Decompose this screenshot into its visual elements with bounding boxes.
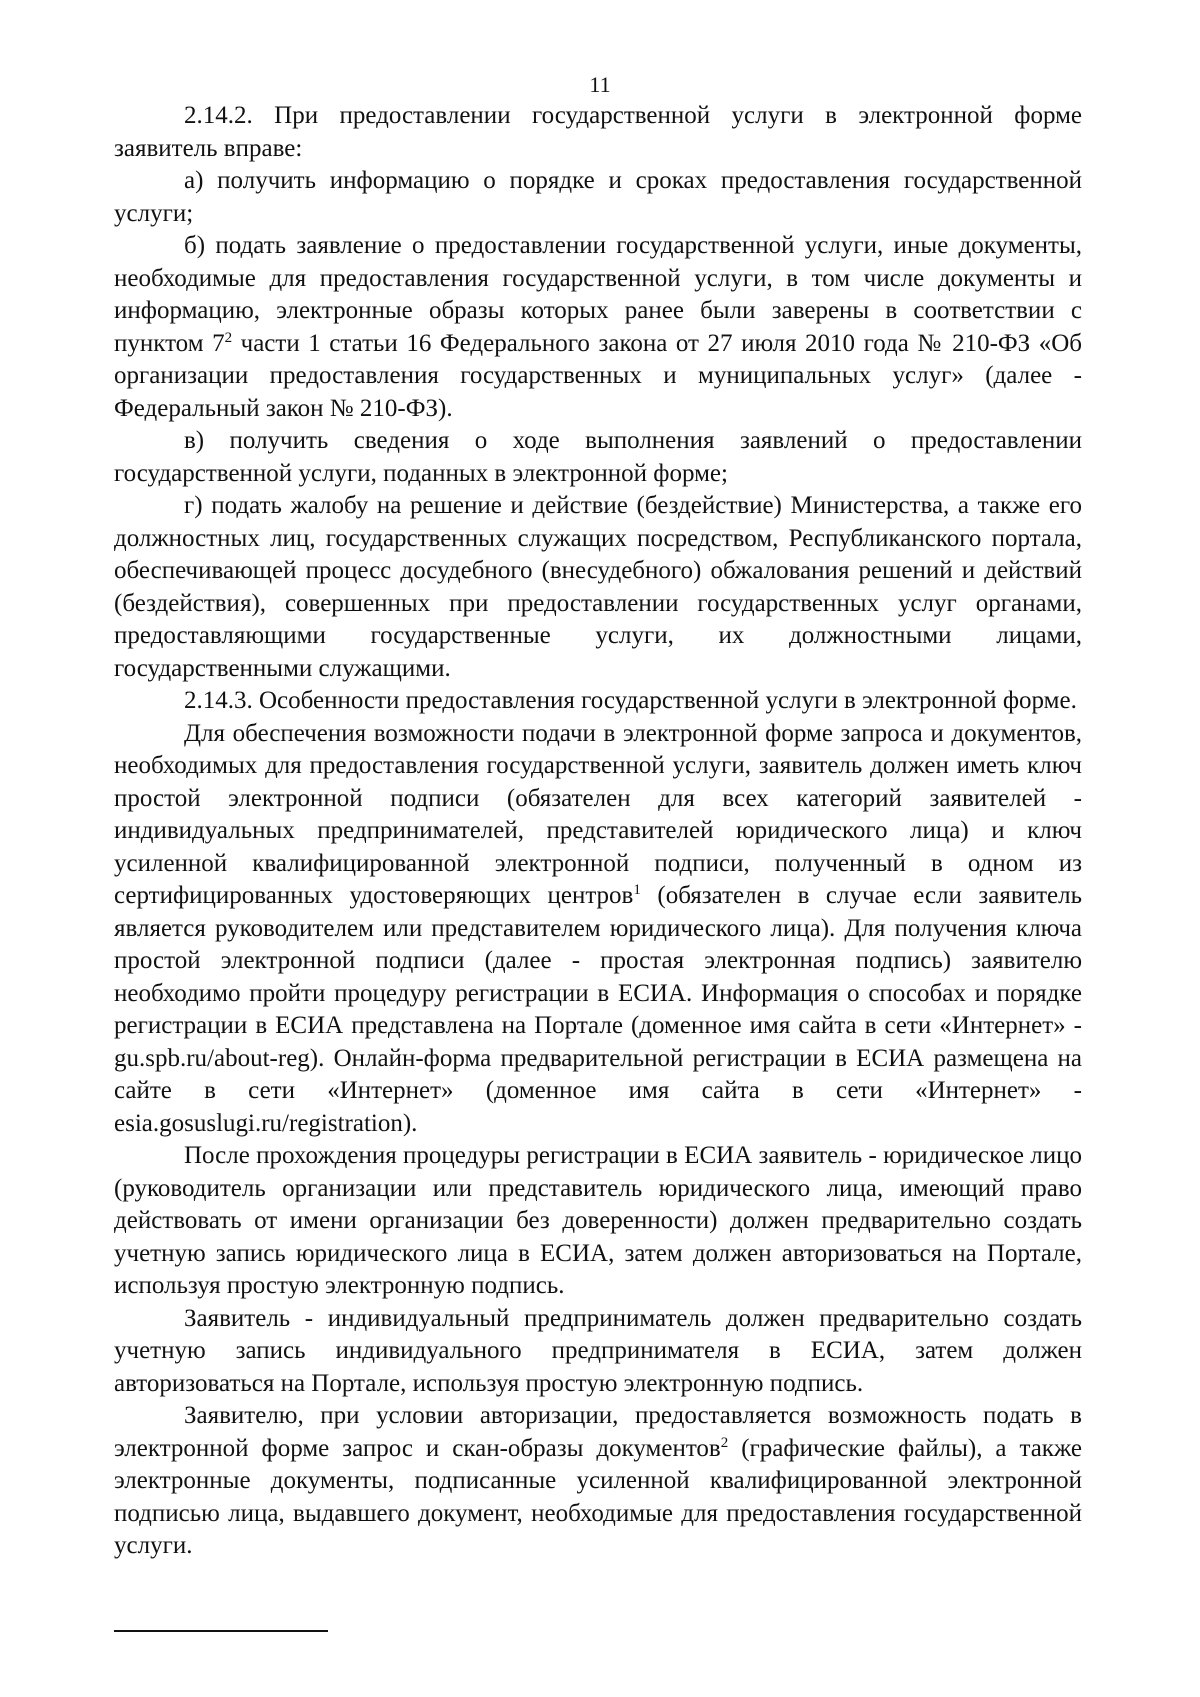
- footnote-separator: [114, 1630, 328, 1632]
- document-body: [114, 100, 1082, 1563]
- paragraph-item-v: в) получить сведения о ходе выполнения заявлений о предоставлении государственной услуги, поданных в электронной форме;: [114, 427, 1082, 487]
- paragraph-legal-entity: После прохождения процедуры регистрации в ЕСИА заявитель - юридическое лицо (руководитель организации или представитель юридического лица, имеющий право действовать от имени организации без доверенности) должен предварительно создать учетную запись юридического лица в ЕСИА, затем должен авторизоваться на Портале, используя простую электронную подпись.: [114, 1142, 1082, 1299]
- page-number: 11: [589, 72, 611, 97]
- footnote-ref-1: 1: [633, 882, 641, 898]
- paragraph-2-14-2: 2.14.2. При предоставлении государственной услуги в электронной форме заявитель вправе:: [114, 102, 1082, 162]
- paragraph-entrepreneur: Заявитель - индивидуальный предприниматель должен предварительно создать учетную запись индивидуального предпринимателя в ЕСИА, затем должен авторизоваться на Портале, используя простую электронную подпись.: [114, 1304, 1082, 1397]
- superscript: 2: [224, 329, 233, 346]
- paragraph-authorization: Заявителю, при условии авторизации, предоставляется возможность подать в электронной форме запрос и скан-образы документов$^2$ (графические файлы), а также электронные документы, подписанные усиленной квалифицированной электронной подписью лица, выдавшего документ, необходимые для предоставления государственной услуги.: [114, 1402, 1082, 1559]
- paragraph-item-g: г) подать жалобу на решение и действие (бездействие) Министерства, а также его должностных лиц, государственных служащих посредством, Республиканского портала, обеспечивающей процесс досудебного (внесудебного) обжалования решений и действий (бездействия), совершенных при предоставлении государственных услуг органами, предоставляющими государственные услуги, их должностными лицами, государственными служащими.: [114, 492, 1082, 682]
- footnote-ref-2: 2: [720, 1434, 729, 1451]
- paragraph-esia-requirements: Для обеспечения возможности подачи в электронной форме запроса и документов, необходимых для предоставления государственной услуги, заявитель должен иметь ключ простой электронной подписи (обязателен для всех категорий заявителей - индивидуальных предпринимателей, представителей юридического лица) и ключ усиленной квалифицированной электронной подписи, полученный в одном из сертифицированных удостоверяющих центров$^1$ (обязателен в случае если заявитель является руководителем или представителем юридического лица). Для получения ключа простой электронной подписи (далее - простая электронная подпись) заявителю необходимо пройти процедуру регистрации в ЕСИА. Информация о способах и порядке регистрации в ЕСИА представлена на Портале (доменное имя сайта в сети «Интернет» - gu.spb.ru/about-reg). Онлайн-форма предварительной регистрации в ЕСИА размещена на сайте в сети «Интернет» (доменное имя сайта в сети «Интернет» - esia.gosuslugi.ru/registration).: [114, 719, 1082, 1137]
- paragraph-2-14-3: 2.14.3. Особенности предоставления государственной услуги в электронной форме.: [184, 687, 1077, 714]
- paragraph-item-a: а) получить информацию о порядке и сроках предоставления государственной услуги;: [114, 167, 1082, 227]
- paragraph-item-b: б) подать заявление о предоставлении государственной услуги, иные документы, необходимые для предоставления государственной услуги, в том числе документы и информацию, электронные образы которых ранее были заверены в соответствии с пунктом $7^2$ части 1 статьи 16 Федерального закона от 27 июля 2010 года № 210-ФЗ «Об организации предоставления государственных и муниципальных услуг» (далее - Федеральный закон № 210-ФЗ).: [114, 232, 1083, 422]
